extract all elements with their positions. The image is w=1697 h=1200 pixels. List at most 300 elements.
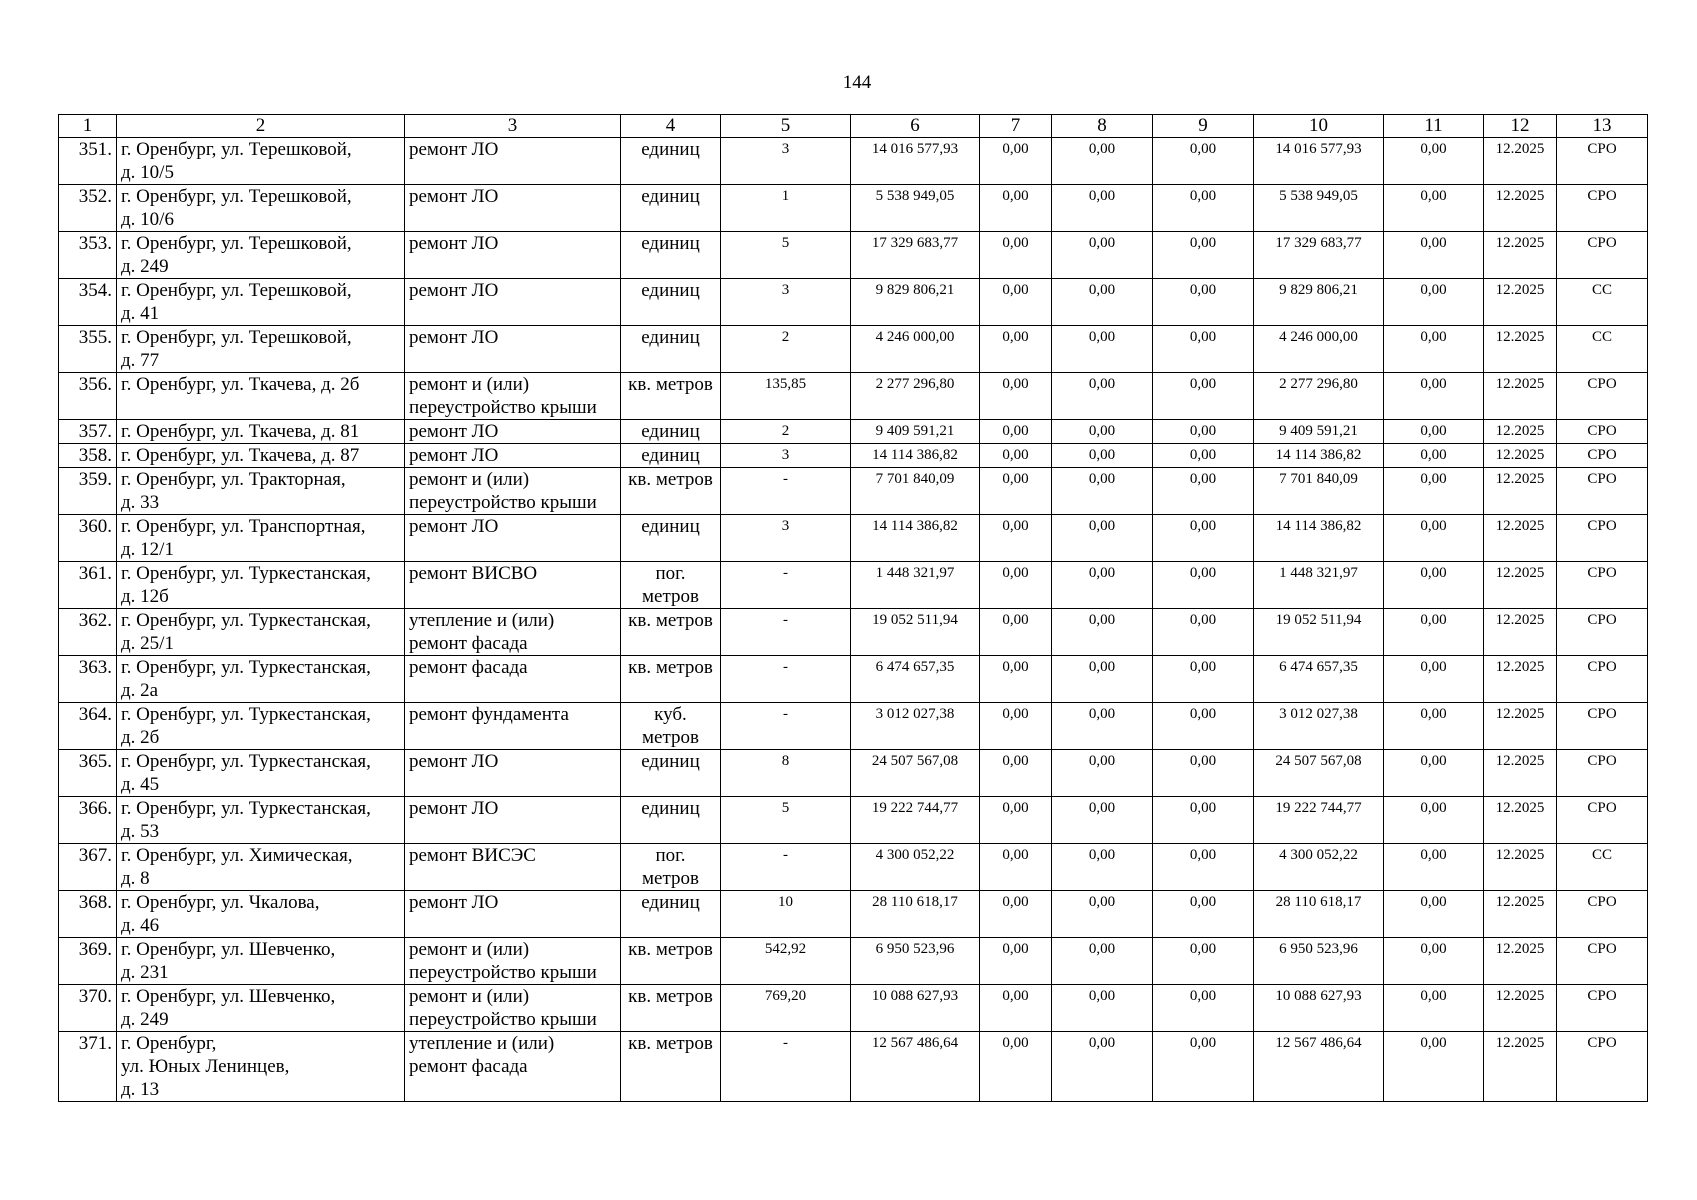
address-cell-line: г. Оренбург, ул. Туркестанская,: [121, 563, 371, 584]
unit-cell-line: кв. метров: [628, 1033, 713, 1054]
method-cell: СРО: [1557, 138, 1648, 185]
value-cell-8: 0,00: [1052, 844, 1153, 891]
address-cell: [117, 797, 405, 844]
table-row: [59, 844, 1648, 891]
table-row: [59, 468, 1648, 515]
unit-cell-line: единиц: [641, 892, 700, 913]
header-row: [59, 115, 1648, 138]
address-cell-line: д. 12/1: [121, 539, 174, 560]
value-cell-9: 0,00: [1153, 891, 1254, 938]
deadline-cell: 12.2025: [1484, 232, 1557, 279]
value-cell-11: 0,00: [1384, 844, 1484, 891]
work-type-cell: [405, 609, 621, 656]
work-type-cell-line: утепление и (или): [409, 610, 555, 631]
work-type-cell-line: ремонт ЛО: [409, 186, 499, 207]
unit-cell: [621, 515, 721, 562]
method-cell: СРО: [1557, 656, 1648, 703]
deadline-cell: 12.2025: [1484, 420, 1557, 444]
volume-cell: -: [721, 468, 851, 515]
value-cell-7: 0,00: [980, 703, 1052, 750]
value-cell-11: 0,00: [1384, 138, 1484, 185]
value-cell-7: 0,00: [980, 609, 1052, 656]
value-cell-9: 0,00: [1153, 232, 1254, 279]
value-cell-8: 0,00: [1052, 138, 1153, 185]
total-cost-cell: 6 950 523,96: [851, 938, 980, 985]
value-cell-11: 0,00: [1384, 420, 1484, 444]
total-cost-cell: 17 329 683,77: [851, 232, 980, 279]
table-row: [59, 138, 1648, 185]
unit-cell: [621, 420, 721, 444]
address-cell-line: д. 249: [121, 256, 169, 277]
work-type-cell: [405, 373, 621, 420]
address-cell-line: г. Оренбург, ул. Терешковой,: [121, 186, 352, 207]
row-number: 353.: [59, 232, 117, 279]
value-cell-9: 0,00: [1153, 185, 1254, 232]
fund-cost-cell: 1 448 321,97: [1254, 562, 1384, 609]
address-cell-line: г. Оренбург, ул. Ткачева, д. 87: [121, 445, 360, 466]
value-cell-11: 0,00: [1384, 515, 1484, 562]
address-cell-line: г. Оренбург, ул. Туркестанская,: [121, 751, 371, 772]
table-row: [59, 515, 1648, 562]
value-cell-7: 0,00: [980, 656, 1052, 703]
address-cell: [117, 844, 405, 891]
address-cell: [117, 703, 405, 750]
unit-cell-line: единиц: [641, 327, 700, 348]
fund-cost-cell: 12 567 486,64: [1254, 1032, 1384, 1102]
unit-cell-line: единиц: [641, 751, 700, 772]
deadline-cell: 12.2025: [1484, 938, 1557, 985]
address-cell-line: д. 77: [121, 350, 160, 371]
work-type-cell-line: ремонт ЛО: [409, 327, 499, 348]
value-cell-8: 0,00: [1052, 326, 1153, 373]
total-cost-cell: 9 829 806,21: [851, 279, 980, 326]
row-number: 371.: [59, 1032, 117, 1102]
value-cell-11: 0,00: [1384, 468, 1484, 515]
address-cell: [117, 609, 405, 656]
address-cell-line: г. Оренбург, ул. Ткачева, д. 2б: [121, 374, 360, 395]
address-cell-line: г. Оренбург,: [121, 1033, 217, 1054]
deadline-cell: 12.2025: [1484, 562, 1557, 609]
value-cell-9: 0,00: [1153, 562, 1254, 609]
row-number: 356.: [59, 373, 117, 420]
column-header: 10: [1254, 115, 1384, 138]
row-number: 354.: [59, 279, 117, 326]
address-cell-line: г. Оренбург, ул. Терешковой,: [121, 233, 352, 254]
deadline-cell: 12.2025: [1484, 797, 1557, 844]
total-cost-cell: 14 114 386,82: [851, 444, 980, 468]
table-row: [59, 797, 1648, 844]
row-number: 357.: [59, 420, 117, 444]
value-cell-7: 0,00: [980, 373, 1052, 420]
value-cell-8: 0,00: [1052, 985, 1153, 1032]
table-row: [59, 891, 1648, 938]
method-cell: СРО: [1557, 420, 1648, 444]
address-cell: [117, 138, 405, 185]
column-header: 11: [1384, 115, 1484, 138]
work-type-cell: [405, 468, 621, 515]
unit-cell: [621, 373, 721, 420]
value-cell-11: 0,00: [1384, 609, 1484, 656]
unit-cell-line: единиц: [641, 186, 700, 207]
unit-cell: [621, 138, 721, 185]
fund-cost-cell: 24 507 567,08: [1254, 750, 1384, 797]
address-cell-line: д. 8: [121, 868, 150, 889]
work-type-cell: [405, 656, 621, 703]
unit-cell: [621, 609, 721, 656]
row-number: 358.: [59, 444, 117, 468]
address-cell-line: г. Оренбург, ул. Чкалова,: [121, 892, 320, 913]
value-cell-9: 0,00: [1153, 138, 1254, 185]
value-cell-7: 0,00: [980, 562, 1052, 609]
deadline-cell: 12.2025: [1484, 891, 1557, 938]
column-header: 9: [1153, 115, 1254, 138]
value-cell-7: 0,00: [980, 468, 1052, 515]
volume-cell: -: [721, 656, 851, 703]
method-cell: СРО: [1557, 797, 1648, 844]
unit-cell: [621, 562, 721, 609]
work-type-cell-line: ремонт фундамента: [409, 704, 569, 725]
row-number: 360.: [59, 515, 117, 562]
work-type-cell: [405, 138, 621, 185]
method-cell: СРО: [1557, 609, 1648, 656]
value-cell-9: 0,00: [1153, 938, 1254, 985]
address-cell: [117, 656, 405, 703]
work-type-cell-line: ремонт ВИСВО: [409, 563, 538, 584]
value-cell-8: 0,00: [1052, 609, 1153, 656]
method-cell: СС: [1557, 326, 1648, 373]
value-cell-11: 0,00: [1384, 703, 1484, 750]
total-cost-cell: 24 507 567,08: [851, 750, 980, 797]
value-cell-9: 0,00: [1153, 468, 1254, 515]
address-cell: [117, 326, 405, 373]
work-type-cell: [405, 232, 621, 279]
fund-cost-cell: 19 222 744,77: [1254, 797, 1384, 844]
work-type-cell: [405, 938, 621, 985]
value-cell-9: 0,00: [1153, 420, 1254, 444]
address-cell-line: г. Оренбург, ул. Туркестанская,: [121, 610, 371, 631]
address-cell-line: г. Оренбург, ул. Шевченко,: [121, 986, 336, 1007]
address-cell-line: д. 45: [121, 774, 160, 795]
column-header: 3: [405, 115, 621, 138]
fund-cost-cell: 6 950 523,96: [1254, 938, 1384, 985]
volume-cell: 8: [721, 750, 851, 797]
work-type-cell-line: переустройство крыши: [409, 1009, 597, 1030]
method-cell: СРО: [1557, 750, 1648, 797]
fund-cost-cell: 2 277 296,80: [1254, 373, 1384, 420]
address-cell-line: д. 53: [121, 821, 160, 842]
volume-cell: -: [721, 844, 851, 891]
work-type-cell-line: ремонт ВИСЭС: [409, 845, 536, 866]
volume-cell: 2: [721, 326, 851, 373]
work-type-cell-line: утепление и (или): [409, 1033, 555, 1054]
value-cell-8: 0,00: [1052, 232, 1153, 279]
address-cell: [117, 185, 405, 232]
volume-cell: 10: [721, 891, 851, 938]
total-cost-cell: 1 448 321,97: [851, 562, 980, 609]
unit-cell: [621, 938, 721, 985]
deadline-cell: 12.2025: [1484, 656, 1557, 703]
column-header: 13: [1557, 115, 1648, 138]
address-cell-line: д. 41: [121, 303, 160, 324]
deadline-cell: 12.2025: [1484, 515, 1557, 562]
fund-cost-cell: 6 474 657,35: [1254, 656, 1384, 703]
unit-cell-line: кв. метров: [628, 657, 713, 678]
table-row: [59, 938, 1648, 985]
address-cell-line: д. 2б: [121, 727, 160, 748]
address-cell-line: д. 249: [121, 1009, 169, 1030]
row-number: 362.: [59, 609, 117, 656]
row-number: 368.: [59, 891, 117, 938]
address-cell-line: г. Оренбург, ул. Ткачева, д. 81: [121, 421, 360, 442]
unit-cell-line: единиц: [641, 516, 700, 537]
volume-cell: 769,20: [721, 985, 851, 1032]
row-number: 365.: [59, 750, 117, 797]
work-type-cell: [405, 444, 621, 468]
value-cell-11: 0,00: [1384, 1032, 1484, 1102]
total-cost-cell: 4 300 052,22: [851, 844, 980, 891]
value-cell-7: 0,00: [980, 326, 1052, 373]
unit-cell-line: пог.: [655, 563, 686, 584]
value-cell-8: 0,00: [1052, 562, 1153, 609]
unit-cell: [621, 185, 721, 232]
unit-cell: [621, 279, 721, 326]
value-cell-7: 0,00: [980, 891, 1052, 938]
volume-cell: 135,85: [721, 373, 851, 420]
address-cell-line: д. 231: [121, 962, 169, 983]
address-cell-line: д. 13: [121, 1079, 160, 1100]
address-cell: [117, 562, 405, 609]
work-type-cell-line: ремонт ЛО: [409, 445, 499, 466]
table-row: [59, 562, 1648, 609]
method-cell: СРО: [1557, 1032, 1648, 1102]
value-cell-11: 0,00: [1384, 938, 1484, 985]
work-type-cell: [405, 844, 621, 891]
unit-cell: [621, 1032, 721, 1102]
value-cell-8: 0,00: [1052, 938, 1153, 985]
fund-cost-cell: 4 300 052,22: [1254, 844, 1384, 891]
deadline-cell: 12.2025: [1484, 138, 1557, 185]
column-header: 1: [59, 115, 117, 138]
total-cost-cell: 3 012 027,38: [851, 703, 980, 750]
value-cell-9: 0,00: [1153, 703, 1254, 750]
work-type-cell: [405, 985, 621, 1032]
unit-cell-line: кв. метров: [628, 939, 713, 960]
column-header: 4: [621, 115, 721, 138]
work-type-cell-line: ремонт ЛО: [409, 139, 499, 160]
work-type-cell: [405, 515, 621, 562]
value-cell-7: 0,00: [980, 420, 1052, 444]
work-type-cell-line: ремонт фасада: [409, 1056, 528, 1077]
address-cell-line: г. Оренбург, ул. Терешковой,: [121, 327, 352, 348]
value-cell-7: 0,00: [980, 185, 1052, 232]
unit-cell: [621, 232, 721, 279]
fund-cost-cell: 17 329 683,77: [1254, 232, 1384, 279]
address-cell-line: г. Оренбург, ул. Терешковой,: [121, 139, 352, 160]
column-header: 5: [721, 115, 851, 138]
volume-cell: 3: [721, 444, 851, 468]
column-header: 7: [980, 115, 1052, 138]
address-cell-line: д. 25/1: [121, 633, 174, 654]
method-cell: СРО: [1557, 985, 1648, 1032]
address-cell-line: г. Оренбург, ул. Терешковой,: [121, 280, 352, 301]
unit-cell: [621, 891, 721, 938]
value-cell-9: 0,00: [1153, 1032, 1254, 1102]
address-cell: [117, 1032, 405, 1102]
table-row: [59, 985, 1648, 1032]
value-cell-9: 0,00: [1153, 444, 1254, 468]
address-cell: [117, 373, 405, 420]
total-cost-cell: 10 088 627,93: [851, 985, 980, 1032]
unit-cell-line: единиц: [641, 798, 700, 819]
volume-cell: 3: [721, 138, 851, 185]
method-cell: СРО: [1557, 515, 1648, 562]
table-row: [59, 185, 1648, 232]
address-cell: [117, 232, 405, 279]
work-type-cell-line: ремонт ЛО: [409, 280, 499, 301]
value-cell-8: 0,00: [1052, 797, 1153, 844]
value-cell-11: 0,00: [1384, 797, 1484, 844]
unit-cell: [621, 326, 721, 373]
value-cell-11: 0,00: [1384, 562, 1484, 609]
table-row: [59, 703, 1648, 750]
row-number: 367.: [59, 844, 117, 891]
table-row: [59, 750, 1648, 797]
deadline-cell: 12.2025: [1484, 1032, 1557, 1102]
address-cell: [117, 420, 405, 444]
volume-cell: -: [721, 609, 851, 656]
unit-cell-line: кв. метров: [628, 610, 713, 631]
value-cell-11: 0,00: [1384, 279, 1484, 326]
total-cost-cell: 7 701 840,09: [851, 468, 980, 515]
table-row: [59, 420, 1648, 444]
value-cell-11: 0,00: [1384, 185, 1484, 232]
unit-cell: [621, 656, 721, 703]
total-cost-cell: 14 016 577,93: [851, 138, 980, 185]
unit-cell: [621, 985, 721, 1032]
address-cell-line: г. Оренбург, ул. Тракторная,: [121, 469, 346, 490]
value-cell-9: 0,00: [1153, 326, 1254, 373]
value-cell-9: 0,00: [1153, 985, 1254, 1032]
work-type-cell-line: ремонт и (или): [409, 374, 530, 395]
method-cell: СРО: [1557, 444, 1648, 468]
work-type-cell-line: ремонт ЛО: [409, 892, 499, 913]
row-number: 370.: [59, 985, 117, 1032]
table-row: [59, 373, 1648, 420]
fund-cost-cell: 19 052 511,94: [1254, 609, 1384, 656]
column-header: 12: [1484, 115, 1557, 138]
unit-cell: [621, 444, 721, 468]
value-cell-8: 0,00: [1052, 750, 1153, 797]
method-cell: СРО: [1557, 938, 1648, 985]
row-number: 364.: [59, 703, 117, 750]
column-header: 2: [117, 115, 405, 138]
deadline-cell: 12.2025: [1484, 609, 1557, 656]
value-cell-8: 0,00: [1052, 444, 1153, 468]
method-cell: СРО: [1557, 232, 1648, 279]
total-cost-cell: 28 110 618,17: [851, 891, 980, 938]
value-cell-11: 0,00: [1384, 444, 1484, 468]
unit-cell-line: метров: [642, 727, 699, 748]
method-cell: СС: [1557, 279, 1648, 326]
volume-cell: 542,92: [721, 938, 851, 985]
address-cell-line: д. 46: [121, 915, 160, 936]
row-number: 359.: [59, 468, 117, 515]
value-cell-7: 0,00: [980, 1032, 1052, 1102]
fund-cost-cell: 7 701 840,09: [1254, 468, 1384, 515]
address-cell-line: г. Оренбург, ул. Туркестанская,: [121, 704, 371, 725]
table-row: [59, 1032, 1648, 1102]
method-cell: СРО: [1557, 562, 1648, 609]
value-cell-7: 0,00: [980, 515, 1052, 562]
unit-cell: [621, 468, 721, 515]
total-cost-cell: 19 052 511,94: [851, 609, 980, 656]
deadline-cell: 12.2025: [1484, 750, 1557, 797]
value-cell-8: 0,00: [1052, 468, 1153, 515]
value-cell-11: 0,00: [1384, 985, 1484, 1032]
value-cell-8: 0,00: [1052, 373, 1153, 420]
work-type-cell-line: ремонт ЛО: [409, 516, 499, 537]
address-cell: [117, 515, 405, 562]
fund-cost-cell: 9 409 591,21: [1254, 420, 1384, 444]
work-type-cell: [405, 279, 621, 326]
method-cell: СРО: [1557, 185, 1648, 232]
unit-cell-line: единиц: [641, 445, 700, 466]
address-cell: [117, 279, 405, 326]
volume-cell: -: [721, 703, 851, 750]
unit-cell: [621, 844, 721, 891]
work-type-cell-line: ремонт ЛО: [409, 798, 499, 819]
unit-cell-line: единиц: [641, 421, 700, 442]
table-body: [59, 138, 1648, 1102]
work-type-cell: [405, 750, 621, 797]
volume-cell: -: [721, 1032, 851, 1102]
value-cell-9: 0,00: [1153, 609, 1254, 656]
work-type-cell: [405, 891, 621, 938]
work-type-cell: [405, 1032, 621, 1102]
address-cell-line: г. Оренбург, ул. Шевченко,: [121, 939, 336, 960]
value-cell-7: 0,00: [980, 797, 1052, 844]
fund-cost-cell: 14 114 386,82: [1254, 515, 1384, 562]
address-cell-line: д. 2а: [121, 680, 159, 701]
value-cell-8: 0,00: [1052, 1032, 1153, 1102]
deadline-cell: 12.2025: [1484, 326, 1557, 373]
work-type-cell: [405, 185, 621, 232]
work-type-cell-line: ремонт фасада: [409, 657, 528, 678]
value-cell-9: 0,00: [1153, 279, 1254, 326]
value-cell-7: 0,00: [980, 938, 1052, 985]
row-number: 355.: [59, 326, 117, 373]
fund-cost-cell: 9 829 806,21: [1254, 279, 1384, 326]
value-cell-9: 0,00: [1153, 515, 1254, 562]
value-cell-9: 0,00: [1153, 656, 1254, 703]
value-cell-8: 0,00: [1052, 185, 1153, 232]
deadline-cell: 12.2025: [1484, 985, 1557, 1032]
table-row: [59, 232, 1648, 279]
value-cell-9: 0,00: [1153, 750, 1254, 797]
value-cell-7: 0,00: [980, 444, 1052, 468]
column-header: 6: [851, 115, 980, 138]
table-row: [59, 656, 1648, 703]
volume-cell: 2: [721, 420, 851, 444]
table-row: [59, 279, 1648, 326]
deadline-cell: 12.2025: [1484, 468, 1557, 515]
value-cell-9: 0,00: [1153, 844, 1254, 891]
address-cell: [117, 938, 405, 985]
value-cell-7: 0,00: [980, 844, 1052, 891]
volume-cell: 3: [721, 279, 851, 326]
volume-cell: 5: [721, 797, 851, 844]
unit-cell-line: метров: [642, 868, 699, 889]
